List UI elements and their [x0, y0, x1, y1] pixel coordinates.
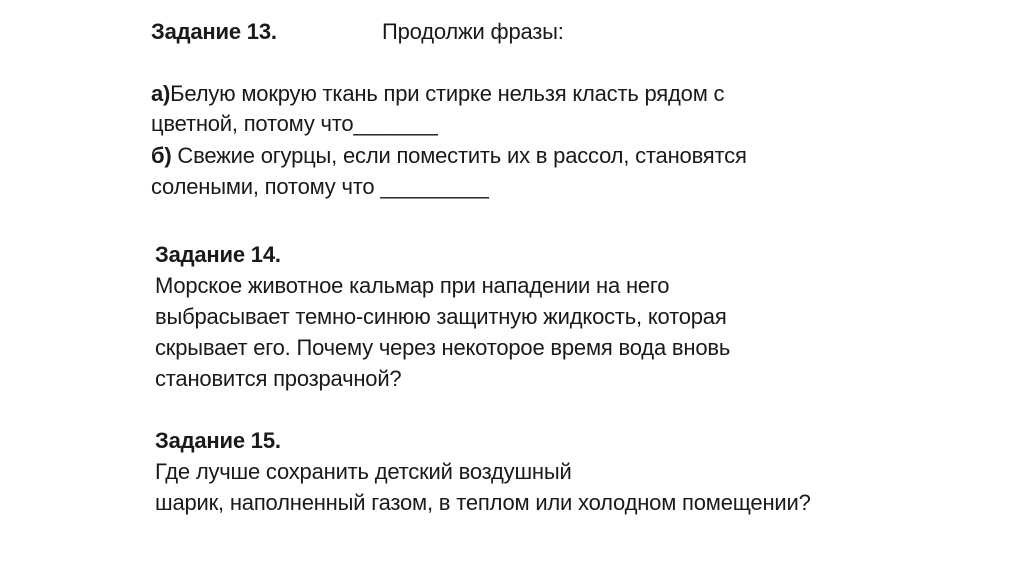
item-b-marker: б) — [151, 143, 172, 168]
task-14-text-line: скрывает его. Почему через некоторое время вода вновь — [155, 335, 731, 360]
task-13-item-a-line-1 — [151, 79, 724, 109]
item-a-text: Белую мокрую ткань при стирке нельзя класть рядом с — [170, 81, 725, 106]
task-15-text-line: Где лучше сохранить детский воздушный — [155, 459, 572, 484]
task-13-item-a-line-2: цветной, потому что_______ — [151, 111, 438, 136]
task-13-prompt: Продолжи фразы: — [382, 19, 564, 44]
task-15-text-line: шарик, наполненный газом, в теплом или холодном помещении? — [155, 490, 811, 515]
task-13-item-b-line-1 — [151, 141, 747, 171]
task-14-text-line: Морское животное кальмар при нападении на него — [155, 273, 670, 298]
task-13-item-b-line-2: солеными, потому что _________ — [151, 174, 489, 199]
task-14-text-line: выбрасывает темно-синюю защитную жидкость, которая — [155, 304, 727, 329]
item-b-text: Свежие огурцы, если поместить их в рассол, становятся — [171, 143, 747, 168]
task-13-heading: Задание 13. — [151, 19, 277, 44]
task-15-heading: Задание 15. — [155, 428, 281, 453]
task-14-heading: Задание 14. — [155, 242, 281, 267]
task-14-text-line: становится прозрачной? — [155, 366, 402, 391]
item-a-marker: а) — [151, 81, 171, 106]
